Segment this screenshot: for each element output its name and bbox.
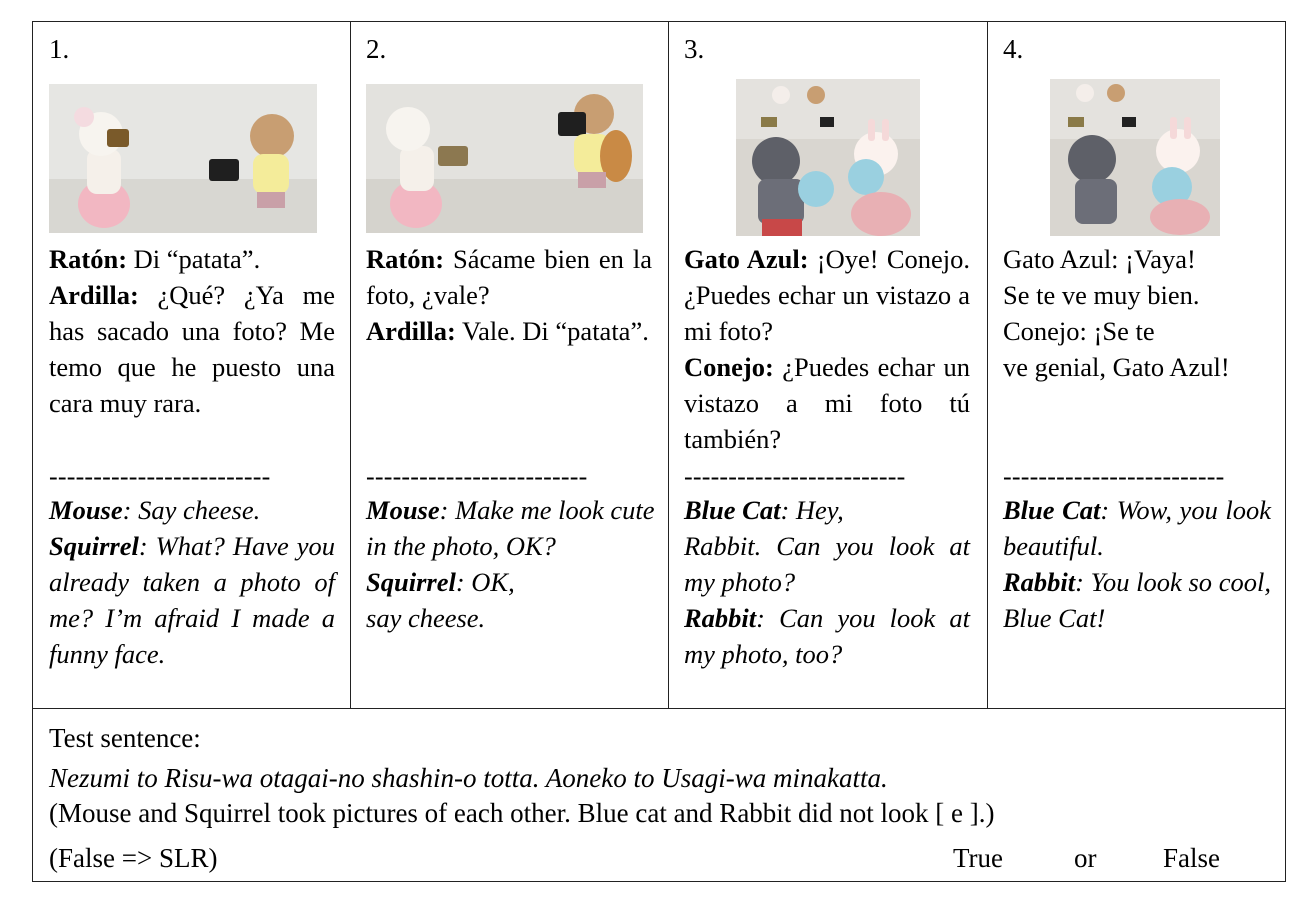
dialogue-line: Se te ve muy bien.	[1003, 280, 1200, 310]
panel-number: 4.	[1003, 34, 1024, 64]
row-divider	[33, 708, 1285, 709]
english-dialogue	[684, 492, 970, 672]
english-dialogue	[366, 492, 656, 636]
speaker-name: Ratón:	[366, 244, 445, 274]
photo-mouse-squirrel	[49, 84, 317, 233]
spanish-dialogue	[49, 241, 335, 421]
option-false: False	[1163, 843, 1220, 873]
dialogue-line: : What? Have you already taken a photo of me? I’m afraid I made a funny face.	[49, 531, 335, 669]
separator: -------------------------	[1003, 462, 1225, 491]
panel-4	[987, 22, 1287, 708]
dialogue-line: : You look so cool, Blue Cat!	[1003, 567, 1271, 633]
speaker-name: Ardilla:	[366, 316, 456, 346]
photo-mouse-squirrel	[366, 84, 643, 233]
photo-cat-rabbit	[1050, 79, 1220, 236]
speaker-name: Rabbit	[1003, 567, 1076, 597]
dialogue-line: : Say cheese.	[122, 495, 261, 525]
option-true: True	[953, 843, 1004, 873]
english-dialogue	[1003, 492, 1271, 636]
dialogue-line: Vale. Di “patata”.	[455, 316, 649, 346]
speaker-name: Squirrel	[49, 531, 139, 561]
speaker-name: Squirrel	[366, 567, 456, 597]
speaker-name: Blue Cat	[1003, 495, 1101, 525]
separator: -------------------------	[49, 462, 271, 491]
english-dialogue	[49, 492, 335, 672]
photo-cat-rabbit	[736, 79, 920, 236]
dialogue-line: Sácame bien en la foto, ¿vale?	[366, 244, 652, 310]
dialogue-line: : Wow, you look beautiful.	[1003, 495, 1272, 561]
spanish-dialogue	[1003, 241, 1283, 385]
test-sentence-label: Test sentence:	[49, 723, 201, 753]
dialogue-line: Gato Azul: ¡Vaya!	[1003, 244, 1196, 274]
separator: -------------------------	[366, 462, 588, 491]
speaker-name: Ratón:	[49, 244, 128, 274]
speaker-name: Conejo:	[684, 352, 774, 382]
stimulus-table	[32, 21, 1286, 882]
separator: -------------------------	[684, 462, 906, 491]
panel-1	[33, 22, 350, 708]
dialogue-line: Di “patata”.	[127, 244, 261, 274]
panel-3	[668, 22, 987, 708]
panel-number: 1.	[49, 34, 70, 64]
speaker-name: Gato Azul:	[684, 244, 809, 274]
answer-note: (False => SLR)	[49, 843, 218, 873]
dialogue-line: Conejo: ¡Se te	[1003, 316, 1155, 346]
dialogue-line: ¡Oye! Conejo. ¿Puedes echar un vistazo a mi foto?	[684, 244, 970, 346]
dialogue-line: : Can you look at my photo, too?	[684, 603, 970, 669]
speaker-name: Rabbit	[684, 603, 757, 633]
dialogue-line: ¿Puedes echar un vistazo a mi foto tú también?	[684, 352, 970, 454]
dialogue-line: : OK,	[455, 567, 515, 597]
speaker-name: Mouse	[49, 495, 123, 525]
option-or: or	[1074, 843, 1097, 873]
dialogue-line: ve genial, Gato Azul!	[1003, 352, 1230, 382]
dialogue-line: say cheese.	[366, 603, 486, 633]
speaker-name: Mouse	[366, 495, 440, 525]
speaker-name: Ardilla:	[49, 280, 139, 310]
panel-number: 2.	[366, 34, 387, 64]
panel-2	[350, 22, 668, 708]
dialogue-line: : Hey,	[780, 495, 844, 525]
dialogue-line: : Make me look cute in the photo, OK?	[366, 495, 655, 561]
spanish-dialogue	[684, 241, 970, 457]
dialogue-line: Rabbit. Can you look at my photo?	[684, 531, 970, 597]
speaker-name: Blue Cat	[684, 495, 781, 525]
panel-number: 3.	[684, 34, 705, 64]
dialogue-line: ¿Qué? ¿Ya me has sacado una foto? Me temo que he puesto una cara muy rara.	[49, 280, 335, 418]
spanish-dialogue	[366, 241, 652, 349]
test-sentence-translation: (Mouse and Squirrel took pictures of each other. Blue cat and Rabbit did not look [ e ].)	[49, 798, 995, 828]
test-sentence-japanese: Nezumi to Risu-wa otagai-no shashin-o totta. Aoneko to Usagi-wa minakatta.	[49, 763, 888, 793]
